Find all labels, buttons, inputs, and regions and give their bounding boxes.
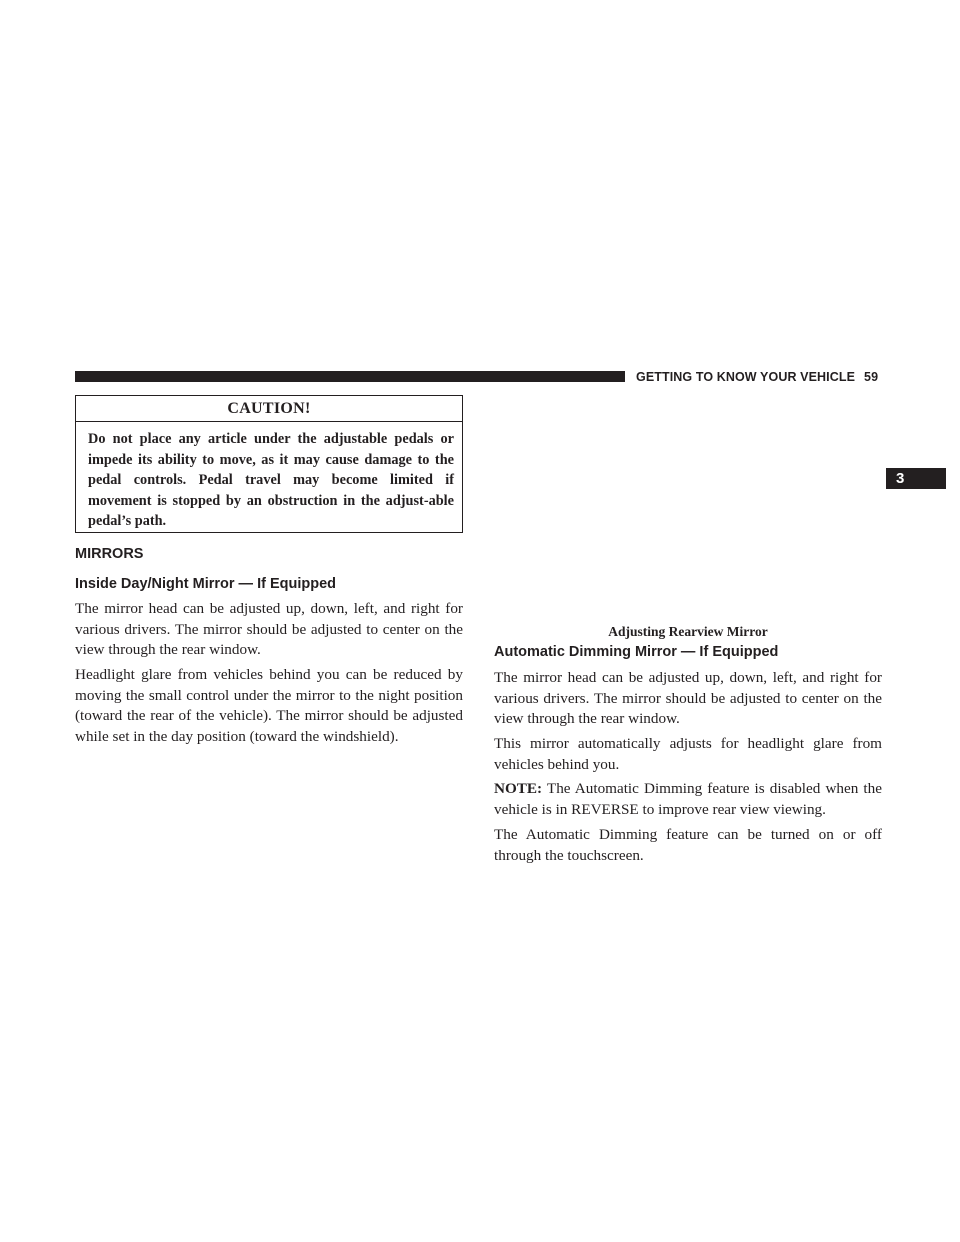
page-number: 59 <box>864 370 879 384</box>
subheading-auto-dimming: Automatic Dimming Mirror — If Equipped <box>494 644 779 660</box>
caution-text: Do not place any article under the adjustable pedals or impede its ability to move, as it may cause damage to the pedal controls. Pedal travel may become limited if movement is stopped by an obstruction in the adjust-able pedal’s path. <box>88 431 454 529</box>
chapter-tab: 3 <box>886 468 946 489</box>
paragraph-auto-adjust: The mirror head can be adjusted up, down, left, and right for various drivers. The mirror should be adjusted to center on the view through the rear window. <box>494 669 882 727</box>
header-rule <box>75 371 625 382</box>
figure-caption: Adjusting Rearview Mirror <box>608 624 768 639</box>
note-label: NOTE: <box>494 780 543 797</box>
paragraph-headlight-glare: Headlight glare from vehicles behind you can be reduced by moving the small control under the mirror to the night position (toward the rear of the vehicle). The mirror should be adjusted while set in the day position (toward the windshield). <box>75 666 463 745</box>
header-section-title: GETTING TO KNOW YOUR VEHICLE <box>636 370 856 384</box>
caution-title: CAUTION! <box>76 396 462 422</box>
paragraph-touchscreen: The Automatic Dimming feature can be turned on or off through the touchscreen. <box>494 826 882 864</box>
running-header <box>636 369 882 385</box>
note-text: The Automatic Dimming feature is disabled when the vehicle is in REVERSE to improve rear view viewing. <box>494 780 882 818</box>
section-heading-mirrors: MIRRORS <box>75 546 144 562</box>
subheading-inside-mirror: Inside Day/Night Mirror — If Equipped <box>75 576 337 592</box>
paragraph-auto-glare: This mirror automatically adjusts for headlight glare from vehicles behind you. <box>494 735 882 773</box>
paragraph-note <box>494 779 882 820</box>
paragraph-inside-adjust: The mirror head can be adjusted up, down, left, and right for various drivers. The mirror should be adjusted to center on the view through the rear window. <box>75 600 463 658</box>
caution-box <box>75 395 463 533</box>
